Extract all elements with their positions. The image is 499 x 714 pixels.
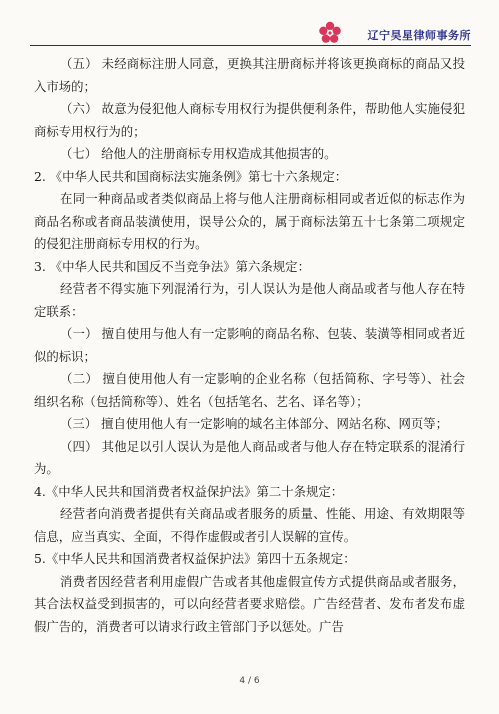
section-heading-5: 5.《中华人民共和国消费者权益保护法》第四十五条规定：: [34, 551, 356, 566]
section-4-text: 经营者向消费者提供有关商品或者服务的质量、性能、用途、有效期限等信息，应当真实、全面，不得作虚假或者引人误解的宣传。: [34, 506, 465, 544]
flower-logo-icon: [317, 20, 343, 46]
section-3-item-4: （四） 其他足以引人误认为是他人商品或者与他人存在特定联系的混淆行为。: [34, 438, 465, 476]
header-divider: [30, 45, 471, 46]
section-2-text: 在同一种商品或者类似商品上将与他人注册商标相同或者近似的标志作为商品名称或者商品装潢使用，误导公众的，属于商标法第五十七条第二项规定的侵犯注册商标专用权的行为。: [34, 191, 465, 251]
section-5-text: 消费者因经营者利用虚假广告或者其他虚假宣传方式提供商品或者服务，其合法权益受到损害的，可以向经营者要求赔偿。广告经营者、发布者发布虚假广告的，消费者可以请求行政主管部门予以惩处。广告: [34, 573, 465, 634]
section-3-item-2: （二） 擅自使用他人有一定影响的企业名称（包括简称、字号等）、社会组织名称（包括简称等）、姓名（包括笔名、艺名、译名等）；: [34, 371, 465, 409]
section-heading-4: 4.《中华人民共和国消费者权益保护法》第二十条规定：: [34, 483, 344, 499]
section-3-item-1: （一） 擅自使用与他人有一定影响的商品名称、包装、装潢等相同或者近似的标识；: [34, 326, 465, 364]
section-heading-3: 3. 《中华人民共和国反不当竞争法》第六条规定：: [34, 258, 310, 274]
document-body: [34, 53, 465, 638]
page-number: 4 / 6: [239, 676, 260, 686]
page-header: [30, 18, 471, 46]
law-firm-name: 辽宁昊星律师事务所: [367, 29, 471, 42]
section-3-item-3: （三） 擅自使用他人有一定影响的域名主体部分、网站名称、网页等；: [60, 416, 449, 431]
clause-7: （七） 给他人的注册商标专用权造成其他损害的。: [60, 146, 337, 161]
section-3-intro: 经营者不得实施下列混淆行为，引人误认为是他人商品或者与他人存在特定联系：: [34, 281, 465, 319]
clause-5: （五） 未经商标注册人同意，更换其注册商标并将该更换商标的商品又投入市场的；: [34, 56, 465, 94]
clause-6: （六） 故意为侵犯他人商标专用权行为提供便利条件，帮助他人实施侵犯商标专用权行为的；: [34, 101, 465, 139]
section-heading-2: 2. 《中华人民共和国商标法实施条例》第七十六条规定：: [34, 168, 348, 184]
